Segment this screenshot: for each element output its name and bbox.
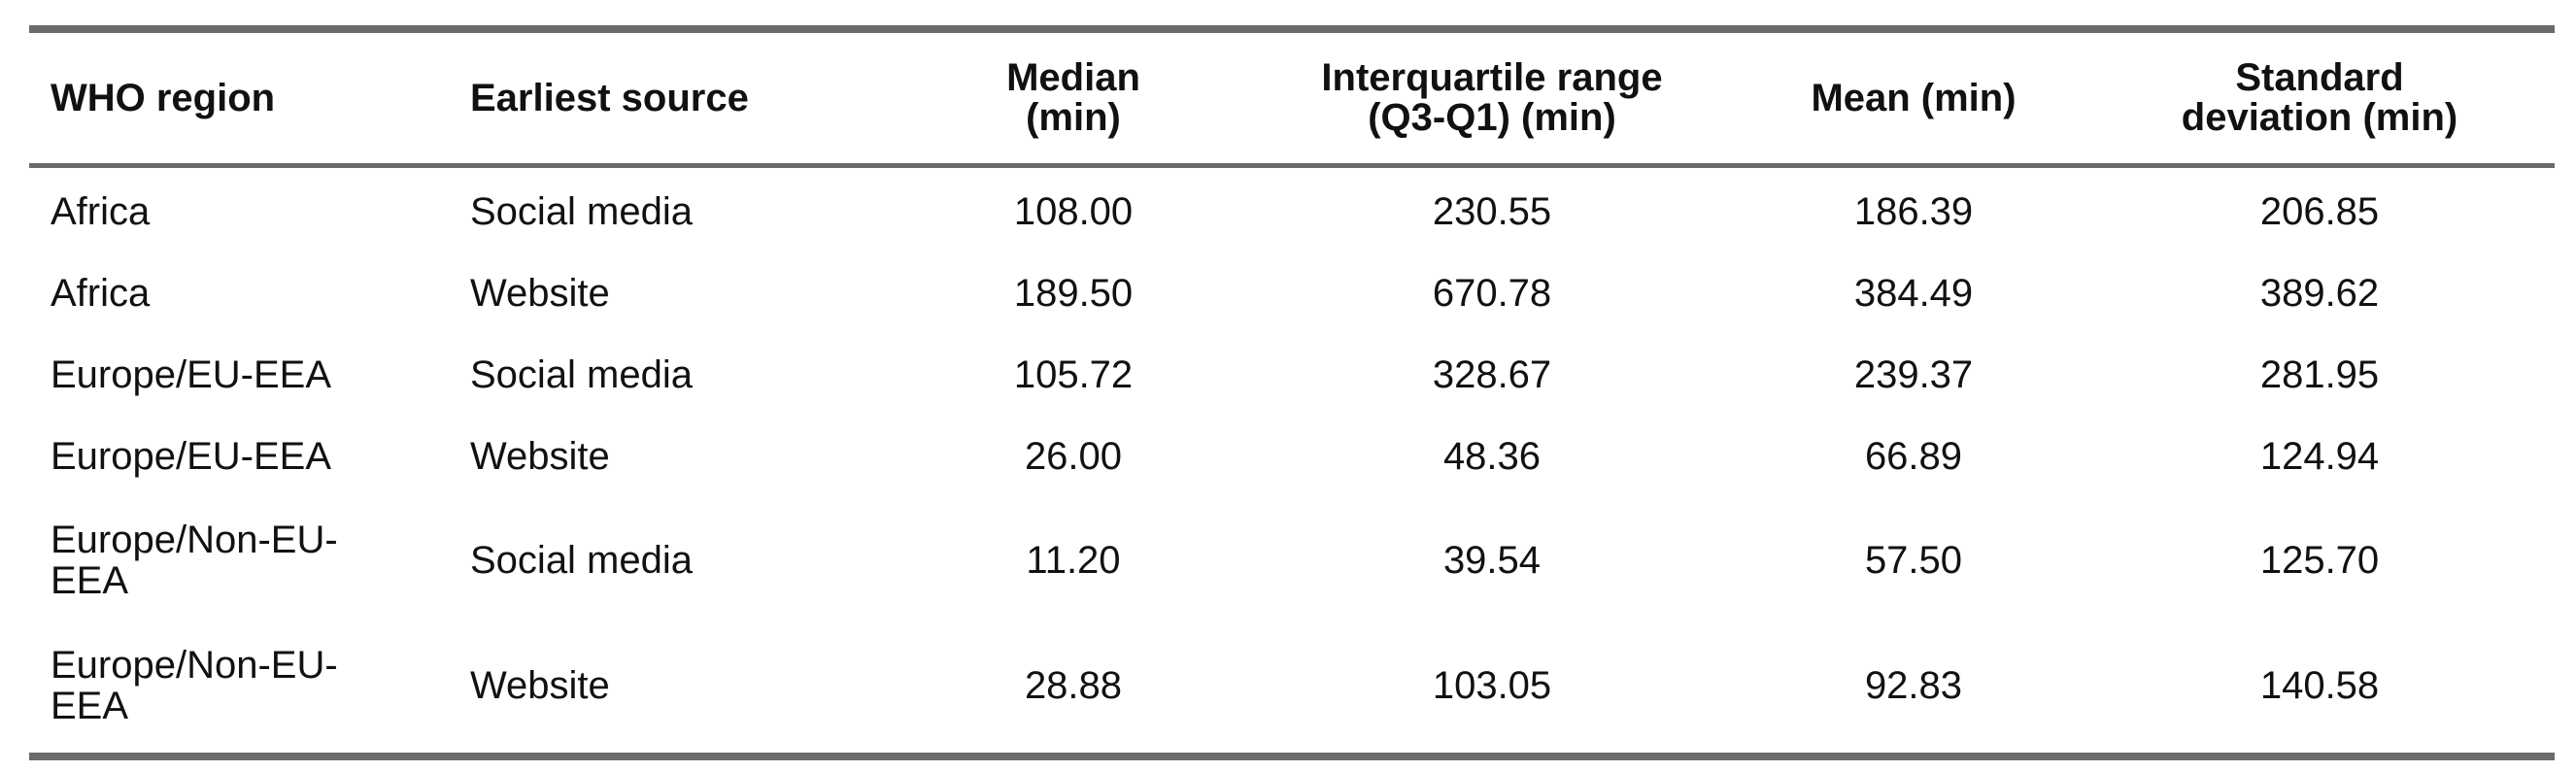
- cell-mean: 239.37: [1853, 353, 1974, 396]
- header-who-region: [29, 76, 449, 119]
- cell-median: 11.20: [1026, 538, 1121, 582]
- region-line1: Europe/Non-EU-: [51, 518, 338, 561]
- table-top-rule: [29, 25, 2555, 33]
- cell-iqr: 230.55: [1432, 190, 1552, 233]
- cell-mean: 384.49: [1853, 272, 1974, 315]
- header-earliest-source: [449, 76, 905, 119]
- cell-source: Website: [470, 435, 610, 478]
- header-iqr-line1: Interquartile range: [1321, 56, 1663, 99]
- cell-region: [29, 645, 449, 726]
- region-line1: Europe/Non-EU-: [51, 643, 338, 687]
- cell-source: Social media: [470, 190, 694, 233]
- cell-source: Social media: [470, 538, 694, 582]
- region-line2: EEA: [51, 558, 129, 602]
- cell-iqr: 48.36: [1442, 435, 1542, 478]
- cell-sd: 125.70: [2259, 538, 2380, 582]
- cell-sd: 281.95: [2259, 353, 2380, 396]
- cell-mean: 186.39: [1853, 190, 1974, 233]
- cell-source: Website: [470, 272, 610, 315]
- cell-median: 105.72: [1013, 353, 1134, 396]
- cell-sd: 140.58: [2259, 663, 2380, 707]
- cell-median: 189.50: [1013, 272, 1134, 315]
- header-who-region-text: WHO region: [51, 76, 276, 119]
- data-table: [29, 25, 2555, 760]
- cell-iqr: 39.54: [1442, 538, 1542, 582]
- header-iqr-line2: (Q3-Q1) (min): [1368, 96, 1616, 139]
- header-sd-line2: deviation (min): [2181, 96, 2458, 139]
- cell-source: Website: [470, 663, 610, 707]
- cell-iqr: 670.78: [1432, 272, 1552, 315]
- header-sd-line1: Standard: [2235, 56, 2404, 99]
- cell-mean: 66.89: [1864, 435, 1963, 478]
- cell-median: 108.00: [1013, 190, 1134, 233]
- cell-region: [29, 354, 449, 395]
- header-earliest-source-text: Earliest source: [470, 76, 749, 119]
- cell-sd: 124.94: [2259, 435, 2380, 478]
- cell-median: 26.00: [1024, 435, 1123, 478]
- table-row: [29, 171, 2555, 252]
- table-header-row: [29, 33, 2555, 163]
- region-line1: Africa: [51, 272, 151, 315]
- header-median-line2: (min): [1026, 96, 1121, 139]
- cell-region: [29, 436, 449, 477]
- header-standard-deviation: [2085, 58, 2555, 138]
- header-mean-text: Mean (min): [1811, 76, 2017, 119]
- region-line1: Europe/EU-EEA: [51, 353, 332, 396]
- header-iqr: [1241, 58, 1743, 138]
- header-mean: [1743, 76, 2085, 119]
- cell-sd: 206.85: [2259, 190, 2380, 233]
- table-bottom-rule: [29, 753, 2555, 760]
- cell-median: 28.88: [1024, 663, 1123, 707]
- cell-region: [29, 273, 449, 314]
- cell-region: [29, 520, 449, 601]
- cell-region: [29, 191, 449, 232]
- cell-source: Social media: [470, 353, 694, 396]
- cell-iqr: 103.05: [1432, 663, 1552, 707]
- cell-iqr: 328.67: [1432, 353, 1552, 396]
- region-line2: EEA: [51, 684, 129, 727]
- cell-mean: 92.83: [1864, 663, 1963, 707]
- table-row: [29, 252, 2555, 334]
- header-median: [905, 58, 1241, 138]
- header-median-line1: Median: [1006, 56, 1140, 99]
- table-row: [29, 416, 2555, 497]
- table-body: [29, 168, 2555, 753]
- cell-sd: 389.62: [2259, 272, 2380, 315]
- table-row: [29, 334, 2555, 416]
- cell-mean: 57.50: [1864, 538, 1963, 582]
- region-line1: Europe/EU-EEA: [51, 435, 332, 478]
- table-row: [29, 622, 2555, 748]
- region-line1: Africa: [51, 190, 151, 233]
- table-row: [29, 497, 2555, 622]
